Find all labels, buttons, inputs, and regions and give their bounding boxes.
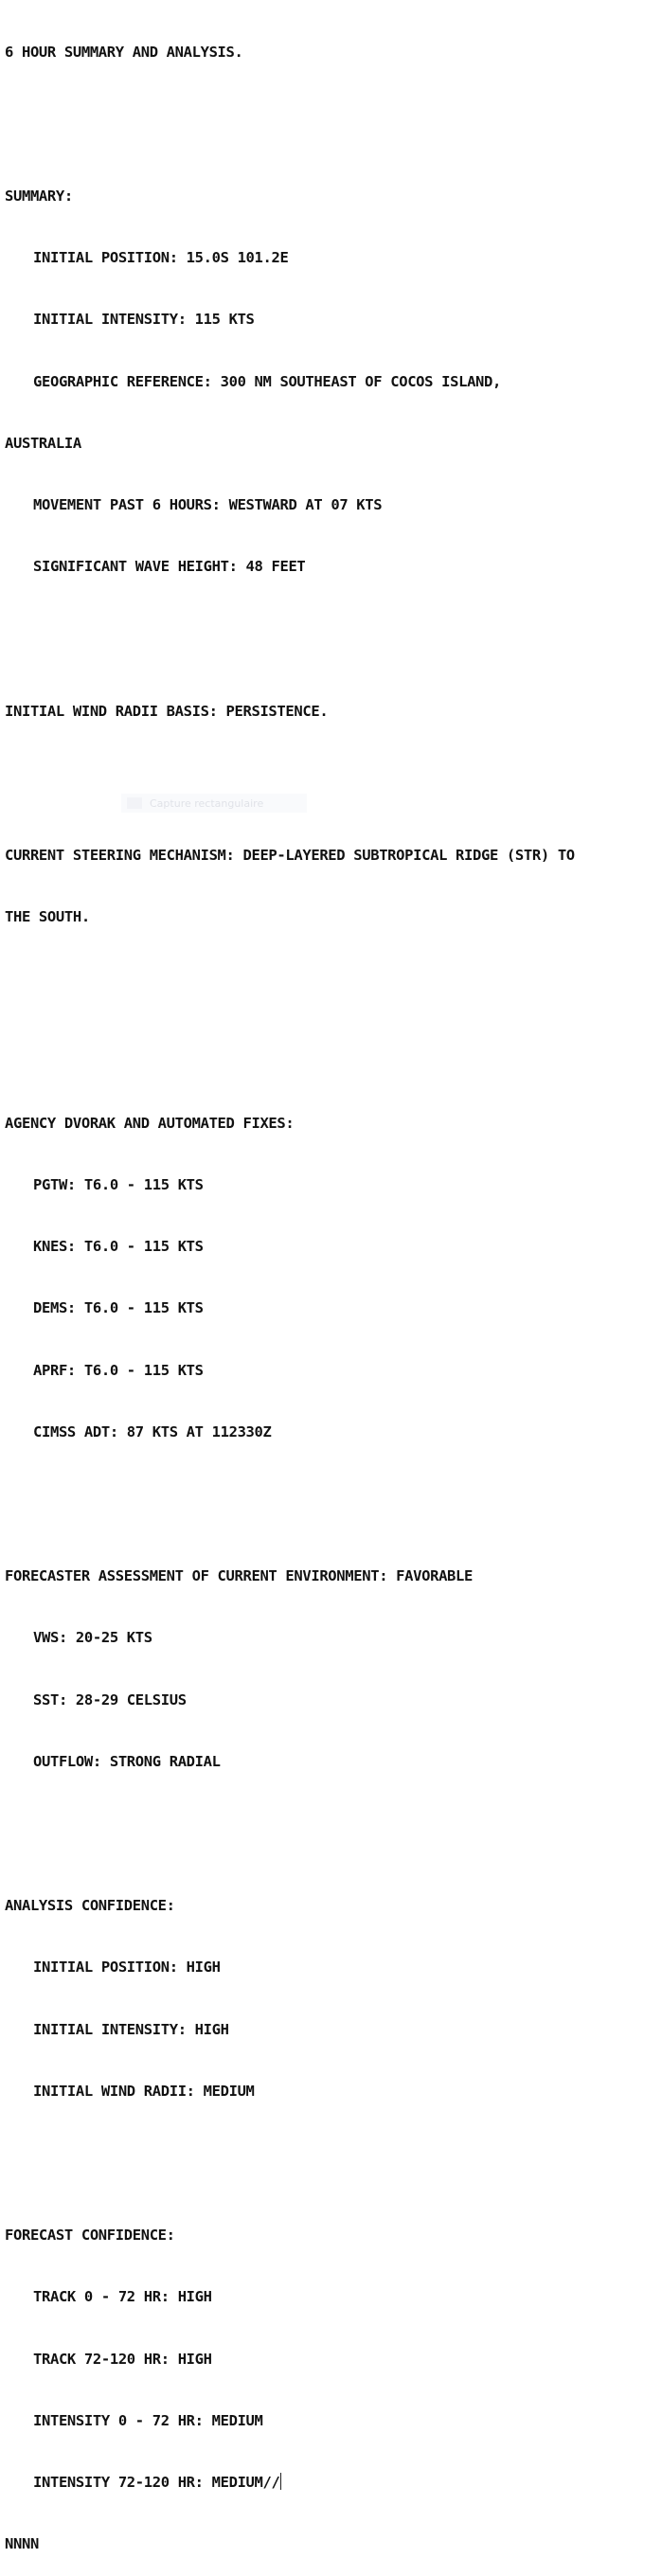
forecast-confidence-item-text: INTENSITY 72-120 HR: MEDIUM// [33,2474,280,2491]
analysis-confidence-heading: ANALYSIS CONFIDENCE: [5,1897,175,1914]
capture-icon [127,797,142,809]
blank-line [5,1484,575,1505]
fix-item: PGTW: T6.0 - 115 KTS [33,1175,204,1193]
fix-item: KNES: T6.0 - 115 KTS [33,1238,204,1255]
document-title: 6 HOUR SUMMARY AND ANALYSIS. [5,43,243,61]
environment-item: SST: 28-29 CELSIUS [33,1690,187,1708]
blank-line [5,969,575,990]
forecast-confidence-item: INTENSITY 0 - 72 HR: MEDIUM [33,2411,263,2429]
summary-initial-position: INITIAL POSITION: 15.0S 101.2E [33,249,289,266]
summary-geographic-reference: GEOGRAPHIC REFERENCE: 300 NM SOUTHEAST OF COCOS ISLAND, [33,372,501,390]
environment-item: VWS: 20-25 KTS [33,1629,152,1647]
bulletin-document [5,1,575,2576]
ghost-tooltip-label: Capture rectangulaire [150,796,264,810]
blank-line [5,1814,575,1834]
forecast-confidence-item-last[interactable] [5,2473,575,2494]
forecast-confidence-item: TRACK 72-120 HR: HIGH [33,2350,212,2368]
fix-item: APRF: T6.0 - 115 KTS [33,1361,204,1379]
analysis-confidence-item: INITIAL INTENSITY: HIGH [33,2020,229,2038]
environment-item: OUTFLOW: STRONG RADIAL [33,1752,221,1770]
summary-wave-height: SIGNIFICANT WAVE HEIGHT: 48 FEET [33,558,306,576]
blank-line [5,1031,575,1052]
steering-mechanism: CURRENT STEERING MECHANISM: DEEP-LAYERED SUBTROPICAL RIDGE (STR) TO [5,846,575,864]
blank-line [5,2143,575,2164]
summary-heading: SUMMARY: [5,187,73,205]
blank-line [5,619,575,640]
summary-geographic-reference-continued: AUSTRALIA [5,434,81,452]
fix-item: DEMS: T6.0 - 115 KTS [33,1299,204,1317]
fixes-heading: AGENCY DVORAK AND AUTOMATED FIXES: [5,1114,295,1132]
forecast-confidence-heading: FORECAST CONFIDENCE: [5,2227,175,2244]
text-cursor [280,2473,281,2490]
steering-mechanism-continued: THE SOUTH. [5,908,90,925]
blank-line [5,763,575,784]
ghost-tooltip [121,794,307,813]
fix-item: CIMSS ADT: 87 KTS AT 112330Z [33,1422,272,1440]
forecast-confidence-item: TRACK 0 - 72 HR: HIGH [33,2288,212,2306]
analysis-confidence-item: INITIAL WIND RADII: MEDIUM [33,2082,255,2100]
blank-line [5,104,575,125]
summary-movement: MOVEMENT PAST 6 HOURS: WESTWARD AT 07 KTS [33,496,383,513]
summary-initial-intensity: INITIAL INTENSITY: 115 KTS [33,311,255,329]
wind-radii-basis: INITIAL WIND RADII BASIS: PERSISTENCE. [5,702,329,720]
analysis-confidence-item: INITIAL POSITION: HIGH [33,1959,221,1977]
end-marker: NNNN [5,2535,39,2553]
environment-heading: FORECASTER ASSESSMENT OF CURRENT ENVIRONMENT: FAVORABLE [5,1567,473,1584]
